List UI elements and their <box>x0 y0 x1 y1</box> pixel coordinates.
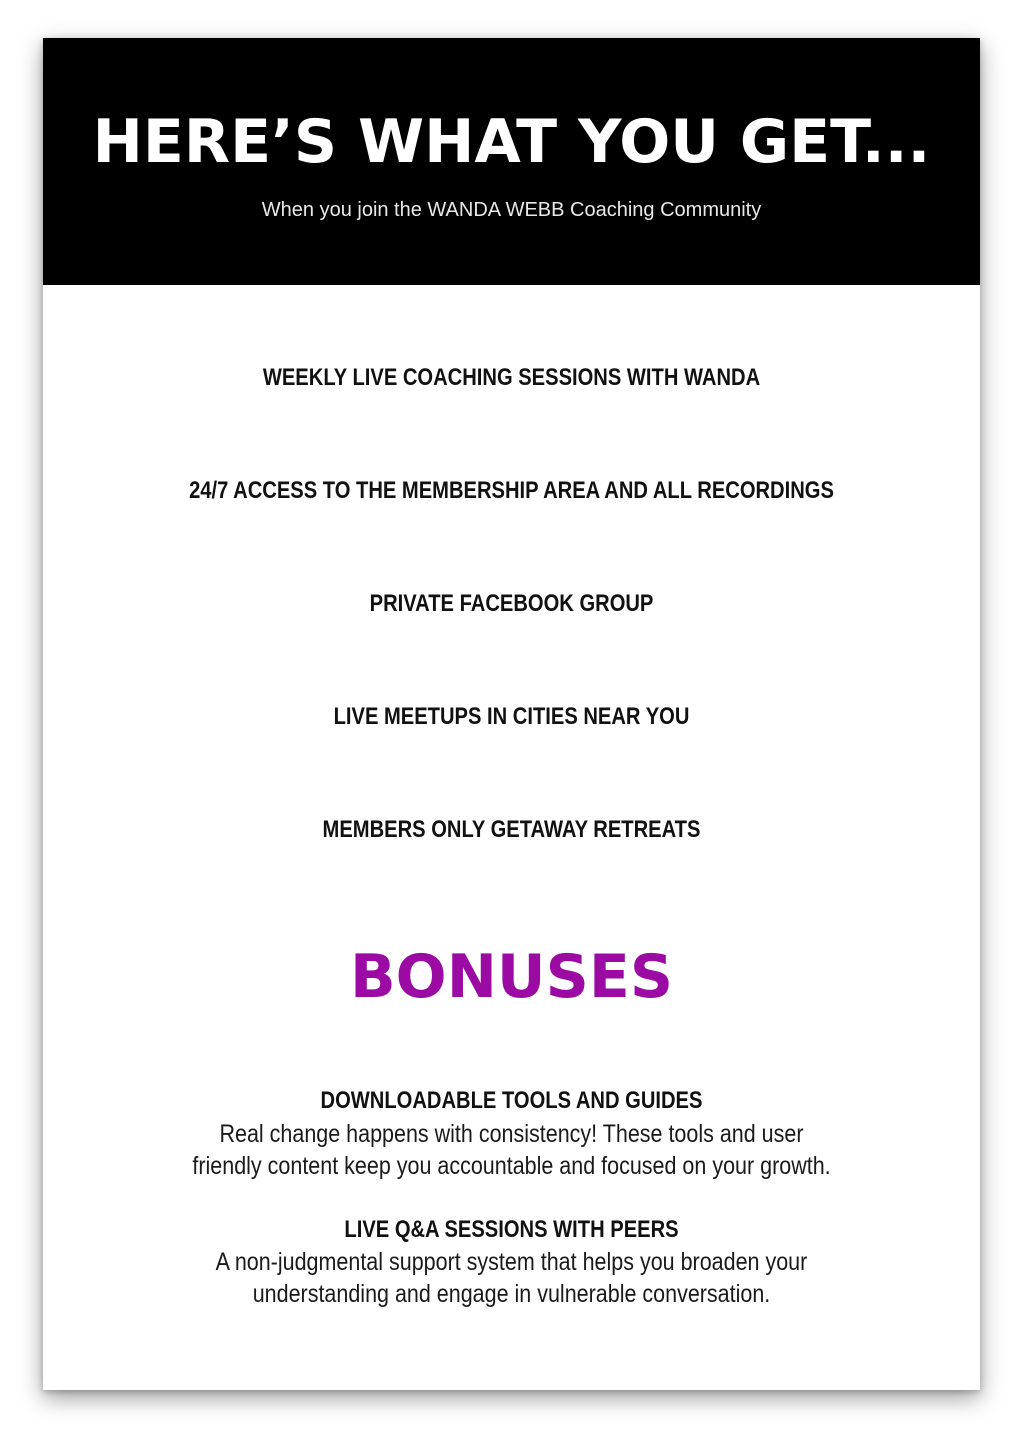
feature-item: LIVE MEETUPS IN CITIES NEAR YOU <box>333 703 690 730</box>
bonus-description-line: A non-judgmental support system that helps you broaden your <box>215 1248 808 1276</box>
feature-item: MEMBERS ONLY GETAWAY RETREATS <box>322 816 701 843</box>
page-title: HERE’S WHAT YOU GET... <box>92 107 931 177</box>
bonuses-title: BONUSES <box>349 942 674 1012</box>
bonus-description-line: Real change happens with consistency! These tools and user <box>219 1120 804 1148</box>
feature-item: 24/7 ACCESS TO THE MEMBERSHIP AREA AND ALL RECORDINGS <box>189 477 834 504</box>
header-banner <box>43 38 980 285</box>
bonus-description-line: understanding and engage in vulnerable conversation. <box>252 1280 771 1308</box>
bonus-description-line: friendly content keep you accountable and focused on your growth. <box>192 1152 831 1180</box>
feature-item: WEEKLY LIVE COACHING SESSIONS WITH WANDA <box>262 364 761 391</box>
page-subtitle: When you join the WANDA WEBB Coaching Community <box>261 199 762 221</box>
bonus-heading: DOWNLOADABLE TOOLS AND GUIDES <box>320 1087 703 1114</box>
feature-item: PRIVATE FACEBOOK GROUP <box>369 590 654 617</box>
offer-card <box>43 38 980 1390</box>
bonus-heading: LIVE Q&A SESSIONS WITH PEERS <box>344 1216 679 1243</box>
